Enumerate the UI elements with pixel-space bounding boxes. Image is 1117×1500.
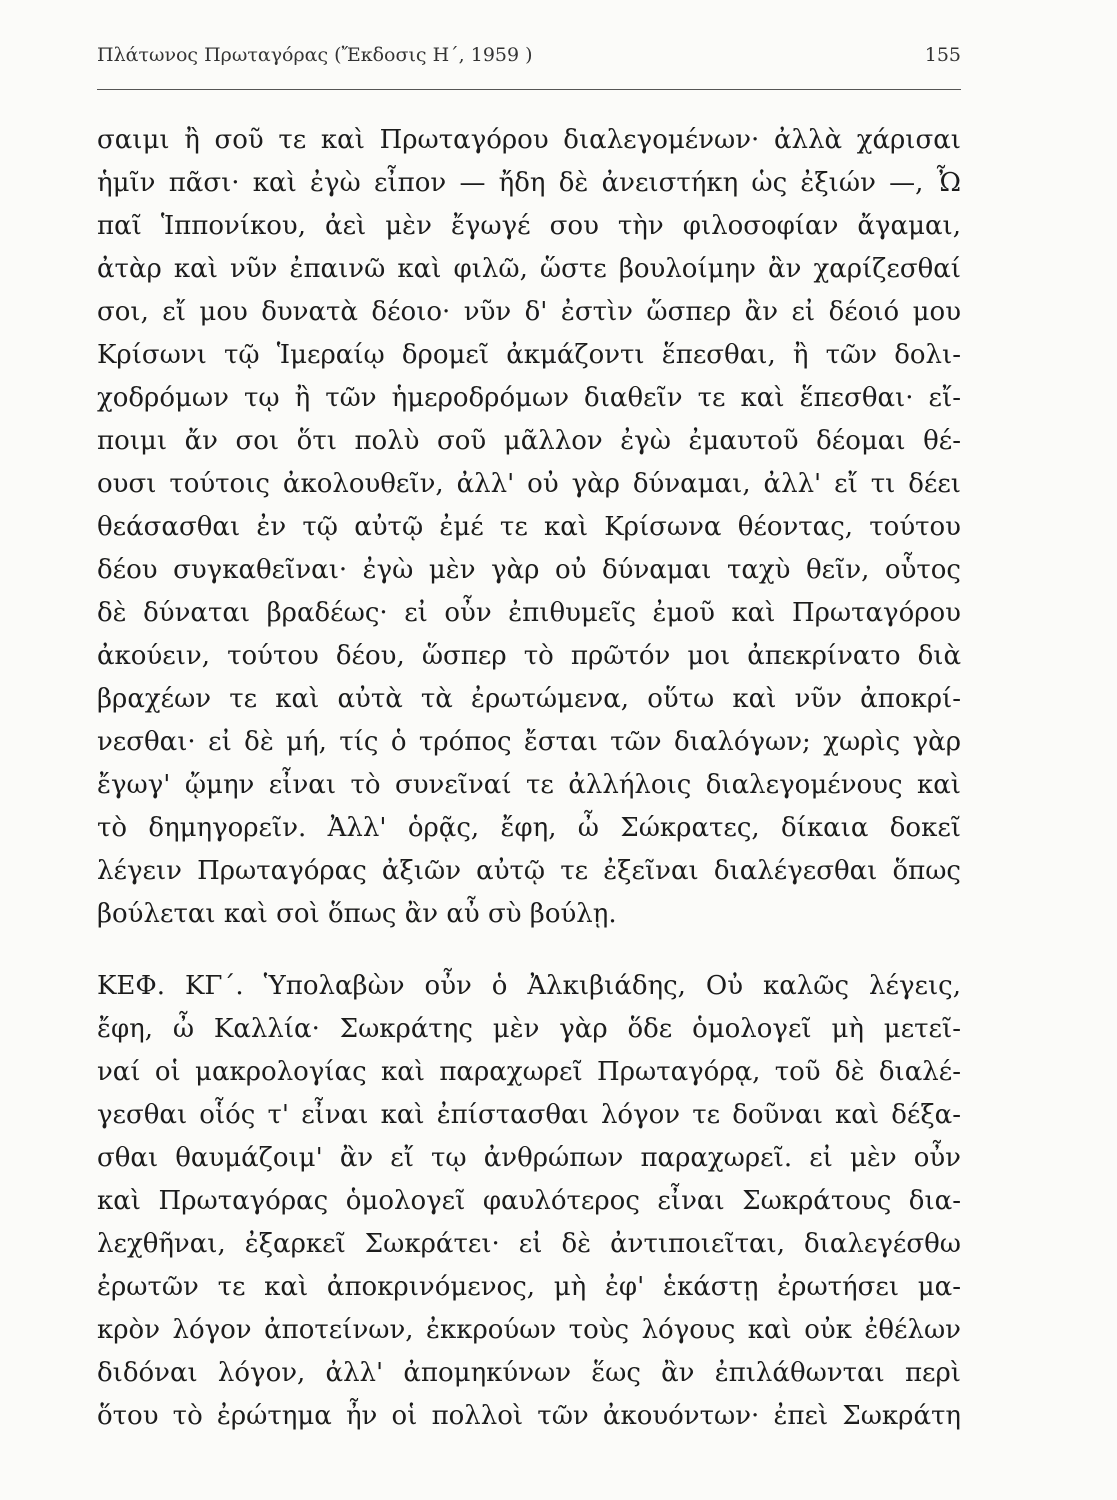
text-line: βούλεται καὶ σοὶ ὅπως ἂν αὖ σὺ βούλῃ. bbox=[97, 899, 617, 929]
text-line: δὲ δύναται βραδέως· εἰ οὖν ἐπιθυμεῖς ἐμοῦ καὶ Πρωταγόρου bbox=[97, 598, 961, 628]
text-line: ἀκούειν, τούτου δέου, ὥσπερ τὸ πρῶτόν μοι ἀπεκρίνατο διὰ bbox=[97, 641, 961, 671]
text-line: χοδρόμων τῳ ἢ τῶν ἡμεροδρόμων διαθεῖν τε καὶ ἕπεσθαι· εἴ- bbox=[97, 383, 961, 413]
text-line: βραχέων τε καὶ αὐτὰ τὰ ἐρωτώμενα, οὕτω καὶ νῦν ἀποκρί- bbox=[97, 684, 961, 714]
text-line: σαιμι ἢ σοῦ τε καὶ Πρωταγόρου διαλεγομένων· ἀλλὰ χάρισαι bbox=[97, 125, 961, 155]
page-number: 155 bbox=[924, 44, 961, 66]
text-line: παῖ Ἱππονίκου, ἀεὶ μὲν ἔγωγέ σου τὴν φιλοσοφίαν ἄγαμαι, bbox=[97, 211, 961, 241]
text-line: δέου συγκαθεῖναι· ἐγὼ μὲν γὰρ οὐ δύναμαι ταχὺ θεῖν, οὗτος bbox=[97, 555, 961, 585]
text-line: ἔφη, ὦ Καλλία· Σωκράτης μὲν γὰρ ὅδε ὁμολογεῖ μὴ μετεῖ- bbox=[97, 1014, 961, 1044]
header-rule bbox=[97, 89, 961, 90]
text-line: ἀτὰρ καὶ νῦν ἐπαινῶ καὶ φιλῶ, ὥστε βουλοίμην ἂν χαρίζεσθαί bbox=[97, 254, 961, 284]
text-line: θεάσασθαι ἐν τῷ αὐτῷ ἐμέ τε καὶ Κρίσωνα θέοντας, τούτου bbox=[97, 512, 961, 542]
text-line: καὶ Πρωταγόρας ὁμολογεῖ φαυλότερος εἶναι Σωκράτους δια- bbox=[97, 1186, 961, 1216]
text-line: λέγειν Πρωταγόρας ἀξιῶν αὐτῷ τε ἐξεῖναι διαλέγεσθαι ὅπως bbox=[97, 856, 961, 886]
text-line: λεχθῆναι, ἐξαρκεῖ Σωκράτει· εἰ δὲ ἀντιποιεῖται, διαλεγέσθω bbox=[97, 1229, 961, 1259]
text-line: κρὸν λόγον ἀποτείνων, ἐκκρούων τοὺς λόγους καὶ οὐκ ἐθέλων bbox=[97, 1315, 961, 1345]
text-line: ποιμι ἄν σοι ὅτι πολὺ σοῦ μᾶλλον ἐγὼ ἐμαυτοῦ δέομαι θέ- bbox=[97, 426, 961, 456]
chapter-heading-line: ΚΕΦ. ΚΓ΄. Ὑπολαβὼν οὖν ὁ Ἀλκιβιάδης, Οὐ καλῶς λέγεις, bbox=[97, 971, 961, 1001]
text-line: ουσι τούτοις ἀκολουθεῖν, ἀλλ' οὐ γὰρ δύναμαι, ἀλλ' εἴ τι δέει bbox=[97, 469, 961, 499]
text-line: ἔγωγ' ᾤμην εἶναι τὸ συνεῖναί τε ἀλλήλοις διαλεγομένους καὶ bbox=[97, 770, 961, 800]
text-line: ναί οἱ μακρολογίας καὶ παραχωρεῖ Πρωταγόρᾳ, τοῦ δὲ διαλέ- bbox=[97, 1057, 961, 1087]
text-line: τὸ δημηγορεῖν. Ἀλλ' ὁρᾷς, ἔφη, ὦ Σώκρατες, δίκαια δοκεῖ bbox=[97, 813, 961, 843]
running-header bbox=[97, 44, 961, 84]
text-line: ἡμῖν πᾶσι· καὶ ἐγὼ εἶπον — ἤδη δὲ ἀνειστήκη ὡς ἐξιών —, Ὦ bbox=[97, 168, 961, 198]
running-title: Πλάτωνος Πρωταγόρας (Ἔκδοσις Η΄, 1959 ) bbox=[97, 44, 533, 66]
text-line: Κρίσωνι τῷ Ἱμεραίῳ δρομεῖ ἀκμάζοντι ἕπεσθαι, ἢ τῶν δολι- bbox=[97, 340, 961, 370]
text-line: νεσθαι· εἰ δὲ μή, τίς ὁ τρόπος ἔσται τῶν διαλόγων; χωρὶς γὰρ bbox=[97, 727, 961, 757]
text-line: σοι, εἴ μου δυνατὰ δέοιο· νῦν δ' ἐστὶν ὥσπερ ἂν εἰ δέοιό μου bbox=[97, 297, 961, 327]
text-line: ἐρωτῶν τε καὶ ἀποκρινόμενος, μὴ ἐφ' ἑκάστῃ ἐρωτήσει μα- bbox=[97, 1272, 961, 1302]
text-line: σθαι θαυμάζοιμ' ἂν εἴ τῳ ἀνθρώπων παραχωρεῖ. εἰ μὲν οὖν bbox=[97, 1143, 961, 1173]
text-line: διδόναι λόγον, ἀλλ' ἀπομηκύνων ἕως ἂν ἐπιλάθωνται περὶ bbox=[97, 1358, 961, 1388]
text-line: γεσθαι οἷός τ' εἶναι καὶ ἐπίστασθαι λόγον τε δοῦναι καὶ δέξα- bbox=[97, 1100, 961, 1130]
text-line: ὅτου τὸ ἐρώτημα ἦν οἱ πολλοὶ τῶν ἀκουόντων· ἐπεὶ Σωκράτη bbox=[97, 1401, 961, 1431]
